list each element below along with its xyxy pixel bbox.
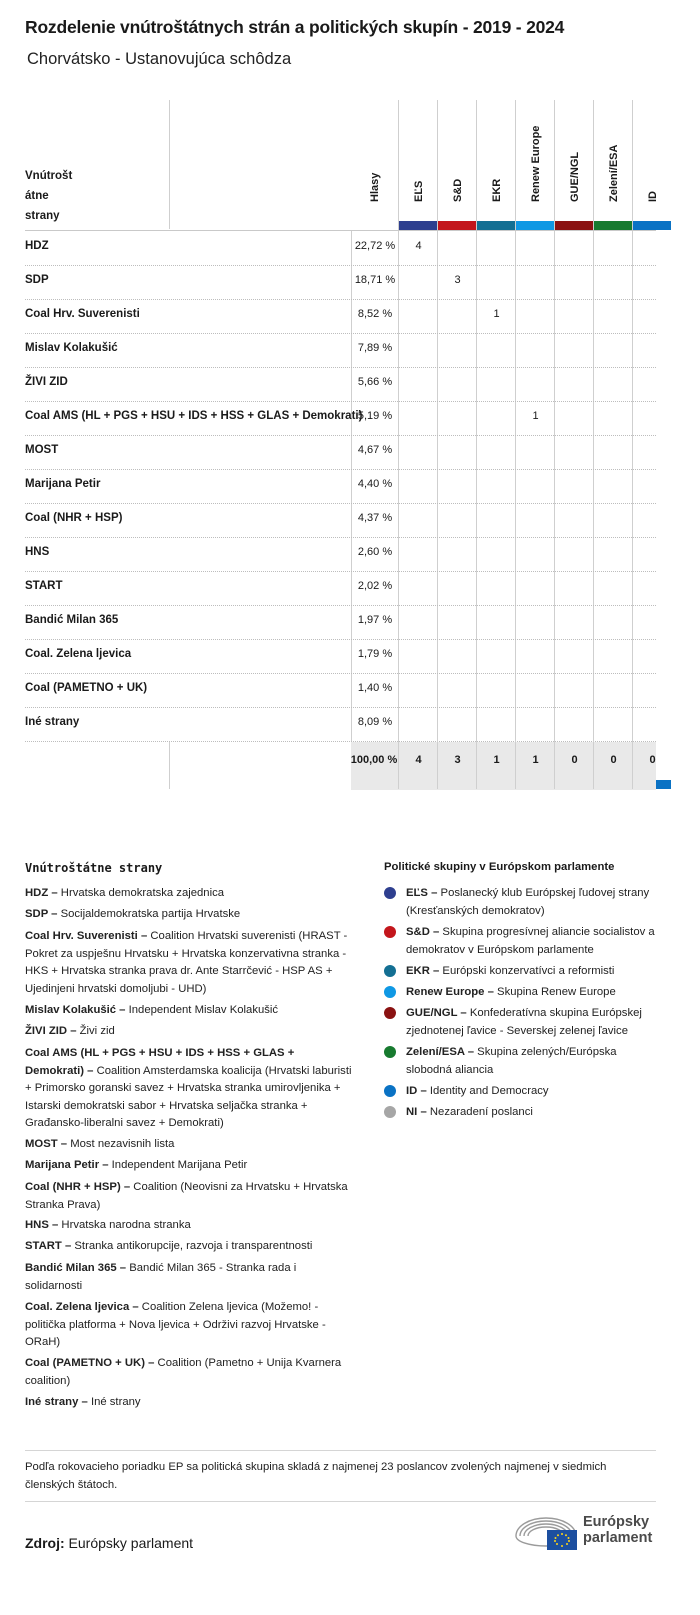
group-legend-text — [406, 1083, 664, 1101]
source-label: Zdroj: — [25, 1535, 65, 1551]
grid-line — [515, 741, 516, 789]
group-legend-separator: – — [484, 986, 498, 998]
party-legend-abbr: SDP — [25, 908, 49, 920]
ep-logo-line1: Európsky — [583, 1514, 650, 1530]
ep-logo-line2: parlament — [583, 1530, 653, 1546]
party-name: Marijana Petir — [25, 478, 101, 490]
vote-share: 1,97 % — [357, 614, 393, 626]
party-legend-abbr: HNS — [25, 1219, 49, 1231]
seat-count: 1 — [493, 308, 500, 320]
party-legend-abbr: START — [25, 1240, 62, 1252]
party-legend-separator: – — [120, 1181, 134, 1193]
party-name: Coal AMS (HL + PGS + HSU + IDS + HSS + GLAS + Demokrati) — [25, 410, 363, 422]
row-rule — [25, 435, 656, 436]
party-name: Mislav Kolakušić — [25, 342, 118, 354]
group-header-1 — [438, 100, 477, 218]
group-color-dot — [384, 1007, 396, 1019]
party-legend-separator: – — [144, 1357, 158, 1369]
party-legend-name: Independent Mislav Kolakušić — [128, 1004, 279, 1016]
group-legend-abbr: EKR — [406, 965, 430, 977]
party-name: MOST — [25, 444, 59, 456]
divider — [25, 1450, 656, 1451]
group-legend-separator: – — [429, 965, 443, 977]
group-header-5 — [594, 100, 633, 218]
seat-count: 1 — [532, 410, 539, 422]
vote-share: 1,79 % — [357, 648, 393, 660]
divider — [25, 1501, 656, 1502]
party-legend-name: Coalition Amsterdamska koalicija (Hrvatski laburisti + Primorsko goranski savez + Hrvatska stranka umirovljenika + Istarski demokratski sabor + Hrvatska seljačka stranka + Građansko-liberalni savez + Demokrati) — [25, 1064, 352, 1129]
header-rule — [25, 230, 656, 231]
party-name: HNS — [25, 546, 50, 558]
grid-line — [169, 100, 170, 229]
group-legend-separator: – — [429, 926, 443, 938]
party-legend-item — [25, 1394, 355, 1412]
total-seats: 4 — [415, 754, 422, 766]
vote-share: 4,67 % — [357, 444, 393, 456]
party-name: START — [25, 580, 63, 592]
party-legend-item — [25, 1299, 355, 1352]
row-rule — [25, 333, 656, 334]
party-legend-item — [25, 1355, 355, 1390]
vote-share: 8,09 % — [357, 716, 393, 728]
grid-line — [476, 741, 477, 789]
page-subtitle: Chorvátsko - Ustanovujúca schôdza — [27, 50, 292, 68]
party-legend-separator: – — [61, 1240, 75, 1252]
party-legend-name: Coalition (Neovisni za Hrvatsku + Hrvatska Stranka Prava) — [25, 1181, 348, 1211]
total-seats: 0 — [610, 754, 617, 766]
grid-line — [632, 741, 633, 789]
group-legend-abbr: S&D — [406, 926, 430, 938]
group-color-dot — [384, 1106, 396, 1118]
party-legend-name: Socijaldemokratska partija Hrvatske — [60, 908, 241, 920]
party-legend-name: Živi zid — [79, 1025, 115, 1037]
group-header-3 — [516, 100, 555, 218]
party-legend-abbr: HDZ — [25, 887, 49, 899]
party-legend-item — [25, 1157, 355, 1175]
party-legend-item — [25, 1023, 355, 1041]
row-rule — [25, 469, 656, 470]
party-legend-abbr: Coal AMS (HL + PGS + HSU + IDS + HSS + GLAS + Demokrati) — [25, 1047, 295, 1077]
row-rule — [25, 503, 656, 504]
group-color-bar — [633, 221, 671, 230]
totals-background — [351, 742, 656, 790]
group-header-4 — [555, 100, 594, 218]
row-rule — [25, 707, 656, 708]
group-color-bar — [594, 221, 632, 230]
party-legend-name: Most nezavisnih lista — [70, 1138, 175, 1150]
group-color-dot — [384, 926, 396, 938]
group-legend-text — [406, 1044, 664, 1079]
row-rule — [25, 265, 656, 266]
party-legend-separator: – — [67, 1025, 80, 1037]
party-legend-separator: – — [48, 887, 61, 899]
group-legend-name: Skupina progresívnej aliancie socialistov a demokratov v Európskom parlamente — [406, 926, 655, 956]
row-rule — [25, 571, 656, 572]
group-legend-separator: – — [464, 1046, 478, 1058]
party-legend-item — [25, 906, 355, 924]
group-color-bar — [477, 221, 515, 230]
footnote: Podľa rokovacieho poriadku EP sa politická skupina skladá z najmenej 23 poslancov zvolených najmenej v siedmich členských štátoch. — [25, 1461, 607, 1491]
grid-line — [593, 741, 594, 789]
party-legend-separator: – — [116, 1262, 130, 1274]
group-color-dot — [384, 887, 396, 899]
party-legend-abbr: Marijana Petir — [25, 1159, 100, 1171]
group-color-bar — [438, 221, 476, 230]
group-legend-text — [406, 924, 664, 959]
group-legend-separator: – — [427, 887, 441, 899]
group-header-2 — [477, 100, 516, 218]
vote-share: 5,19 % — [357, 410, 393, 422]
total-seats: 0 — [649, 754, 656, 766]
party-legend-name: Coalition Zelena ljevica (Možemo! - politička platforma + Nova ljevica + Održivi razvoj Hrvatske - ORaH) — [25, 1301, 326, 1348]
group-color-bar — [516, 221, 554, 230]
vote-share: 2,60 % — [357, 546, 393, 558]
group-legend-text — [406, 1104, 664, 1122]
party-legend-separator: – — [137, 930, 151, 942]
total-votes: 100,00 % — [350, 754, 398, 766]
party-legend-abbr: MOST — [25, 1138, 58, 1150]
group-legend-name: Európski konzervatívci a reformisti — [442, 965, 615, 977]
party-name: Coal Hrv. Suverenisti — [25, 308, 140, 320]
vote-share: 22,72 % — [354, 240, 396, 252]
vote-share: 5,66 % — [357, 376, 393, 388]
ep-logo[interactable] — [514, 1510, 664, 1552]
group-legend-text — [406, 1005, 664, 1040]
group-legend-name: Konfederatívna skupina Európskej zjednotenej ľavice - Severskej zelenej ľavice — [406, 1007, 642, 1037]
party-legend-name: Hrvatska narodna stranka — [61, 1219, 191, 1231]
group-legend-abbr: Zelení/ESA — [406, 1046, 465, 1058]
party-legend-separator: – — [129, 1301, 142, 1313]
party-legend-abbr: Coal (PAMETNO + UK) — [25, 1357, 145, 1369]
total-seats: 1 — [493, 754, 500, 766]
parties-legend-title: Vnútroštátne strany — [25, 861, 163, 875]
group-legend-name: Poslanecký klub Európskej ľudovej strany (Kresťanských demokratov) — [406, 887, 650, 917]
seat-table — [0, 0, 659, 800]
group-header-6 — [633, 100, 672, 218]
party-legend-abbr: Iné strany — [25, 1396, 79, 1408]
group-color-dot — [384, 986, 396, 998]
party-legend-item — [25, 1002, 355, 1020]
group-legend-abbr: ID — [406, 1085, 418, 1097]
vote-share: 2,02 % — [357, 580, 393, 592]
group-legend-name: Identity and Democracy — [429, 1085, 549, 1097]
group-legend-text — [406, 963, 664, 981]
party-legend-item — [25, 1179, 355, 1214]
grid-line — [554, 741, 555, 789]
group-legend-abbr: EĽS — [406, 887, 428, 899]
row-rule — [25, 605, 656, 606]
party-legend-abbr: ŽIVI ZID — [25, 1025, 68, 1037]
group-legend-separator: – — [417, 1085, 430, 1097]
seat-count: 4 — [415, 240, 422, 252]
group-color-dot — [384, 965, 396, 977]
party-name: Bandić Milan 365 — [25, 614, 119, 626]
group-header-label: Zelení/ESA — [607, 144, 620, 202]
group-header-label: EKR — [490, 178, 503, 202]
total-seats: 1 — [532, 754, 539, 766]
row-header — [25, 166, 115, 226]
party-legend-item — [25, 1217, 355, 1235]
party-legend-item — [25, 1238, 355, 1256]
group-header-0 — [399, 100, 438, 218]
group-legend-name: Skupina zelených/Európska slobodná aliancia — [406, 1046, 617, 1076]
party-legend-item — [25, 928, 355, 998]
row-rule — [25, 639, 656, 640]
party-legend-separator: – — [99, 1159, 112, 1171]
group-legend-abbr: GUE/NGL — [406, 1007, 458, 1019]
group-header-label: GUE/NGL — [568, 151, 581, 202]
vote-share: 4,37 % — [357, 512, 393, 524]
grid-line — [169, 741, 170, 789]
row-rule — [25, 401, 656, 402]
group-color-bar — [555, 221, 593, 230]
group-legend-separator: – — [417, 1106, 430, 1118]
party-legend-abbr: Bandić Milan 365 — [25, 1262, 117, 1274]
party-name: SDP — [25, 274, 49, 286]
party-name: HDZ — [25, 240, 49, 252]
row-rule — [25, 673, 656, 674]
party-legend-name: Hrvatska demokratska zajednica — [60, 887, 225, 899]
total-seats: 3 — [454, 754, 461, 766]
party-legend-separator: – — [78, 1396, 91, 1408]
group-legend-text — [406, 984, 664, 1002]
party-legend-item — [25, 1045, 355, 1133]
source-value: Európsky parlament — [68, 1535, 194, 1551]
party-legend-item — [25, 885, 355, 903]
row-header-line: Vnútrošt — [25, 170, 73, 182]
row-rule — [25, 537, 656, 538]
vote-share: 4,40 % — [357, 478, 393, 490]
party-legend-abbr: Coal (NHR + HSP) — [25, 1181, 121, 1193]
vote-share: 1,40 % — [357, 682, 393, 694]
party-legend-name: Bandić Milan 365 - Stranka rada i solidarnosti — [25, 1262, 297, 1292]
vote-share: 7,89 % — [357, 342, 393, 354]
ep-logo-icon — [514, 1510, 578, 1552]
group-color-dot — [384, 1085, 396, 1097]
votes-header-label: Hlasy — [369, 172, 381, 202]
group-legend-separator: – — [457, 1007, 470, 1019]
party-legend-item — [25, 1260, 355, 1295]
votes-header — [355, 100, 395, 218]
group-legend-text — [406, 885, 664, 920]
party-legend-name: Coalition (Pametno + Unija Kvarnera coalition) — [25, 1357, 342, 1387]
party-legend-abbr: Coal Hrv. Suverenisti — [25, 930, 138, 942]
seat-count: 3 — [454, 274, 461, 286]
party-legend-name: Independent Marijana Petir — [111, 1159, 248, 1171]
party-legend-separator: – — [48, 1219, 62, 1231]
vote-share: 18,71 % — [354, 274, 396, 286]
party-legend-abbr: Mislav Kolakušić — [25, 1004, 117, 1016]
group-legend-name: Skupina Renew Europe — [497, 986, 616, 998]
row-rule — [25, 367, 656, 368]
party-legend-name: Stranka antikorupcije, razvoja i transparentnosti — [74, 1240, 313, 1252]
grid-line — [398, 741, 399, 789]
party-legend-abbr: Coal. Zelena ljevica — [25, 1301, 130, 1313]
source-line — [25, 1535, 193, 1551]
party-legend-separator: – — [48, 908, 61, 920]
party-legend-item — [25, 1136, 355, 1154]
groups-legend-title: Politické skupiny v Európskom parlamente — [384, 861, 615, 873]
page-title: Rozdelenie vnútroštátnych strán a politických skupín - 2019 - 2024 — [25, 17, 565, 37]
group-legend-abbr: Renew Europe — [406, 986, 485, 998]
vote-share: 8,52 % — [357, 308, 393, 320]
row-rule — [25, 299, 656, 300]
group-color-dot — [384, 1046, 396, 1058]
party-name: Iné strany — [25, 716, 80, 728]
group-header-label: S&D — [451, 178, 464, 202]
party-name: ŽIVI ZID — [25, 376, 68, 388]
party-name: Coal (PAMETNO + UK) — [25, 682, 148, 694]
group-header-label: EĽS — [412, 180, 425, 202]
party-name: Coal (NHR + HSP) — [25, 512, 123, 524]
party-legend-separator: – — [84, 1064, 97, 1077]
group-legend-abbr: NI — [406, 1106, 418, 1118]
row-header-line: átne — [25, 190, 49, 202]
party-legend-separator: – — [57, 1138, 71, 1150]
group-header-label: Renew Europe — [529, 125, 542, 202]
party-legend-name: Iné strany — [90, 1396, 141, 1408]
group-header-label: ID — [646, 191, 659, 202]
party-legend-separator: – — [116, 1004, 129, 1016]
ep-logo-text — [583, 1514, 652, 1546]
group-color-bar — [399, 221, 437, 230]
group-legend-name: Nezaradení poslanci — [429, 1106, 533, 1118]
grid-line — [437, 741, 438, 789]
row-header-line: strany — [25, 210, 60, 222]
party-legend-name: Coalition Hrvatski suverenisti (HRAST - Pokret za uspješnu Hrvatsku + Hrvatska konzervativna stranka - HKS + Hrvatska stranka prava dr. Ante Starrčević - HSP AS + Ujedinjeni hrvatski domoljubi - UHD) — [25, 930, 348, 995]
party-name: Coal. Zelena ljevica — [25, 648, 132, 660]
total-seats: 0 — [571, 754, 578, 766]
